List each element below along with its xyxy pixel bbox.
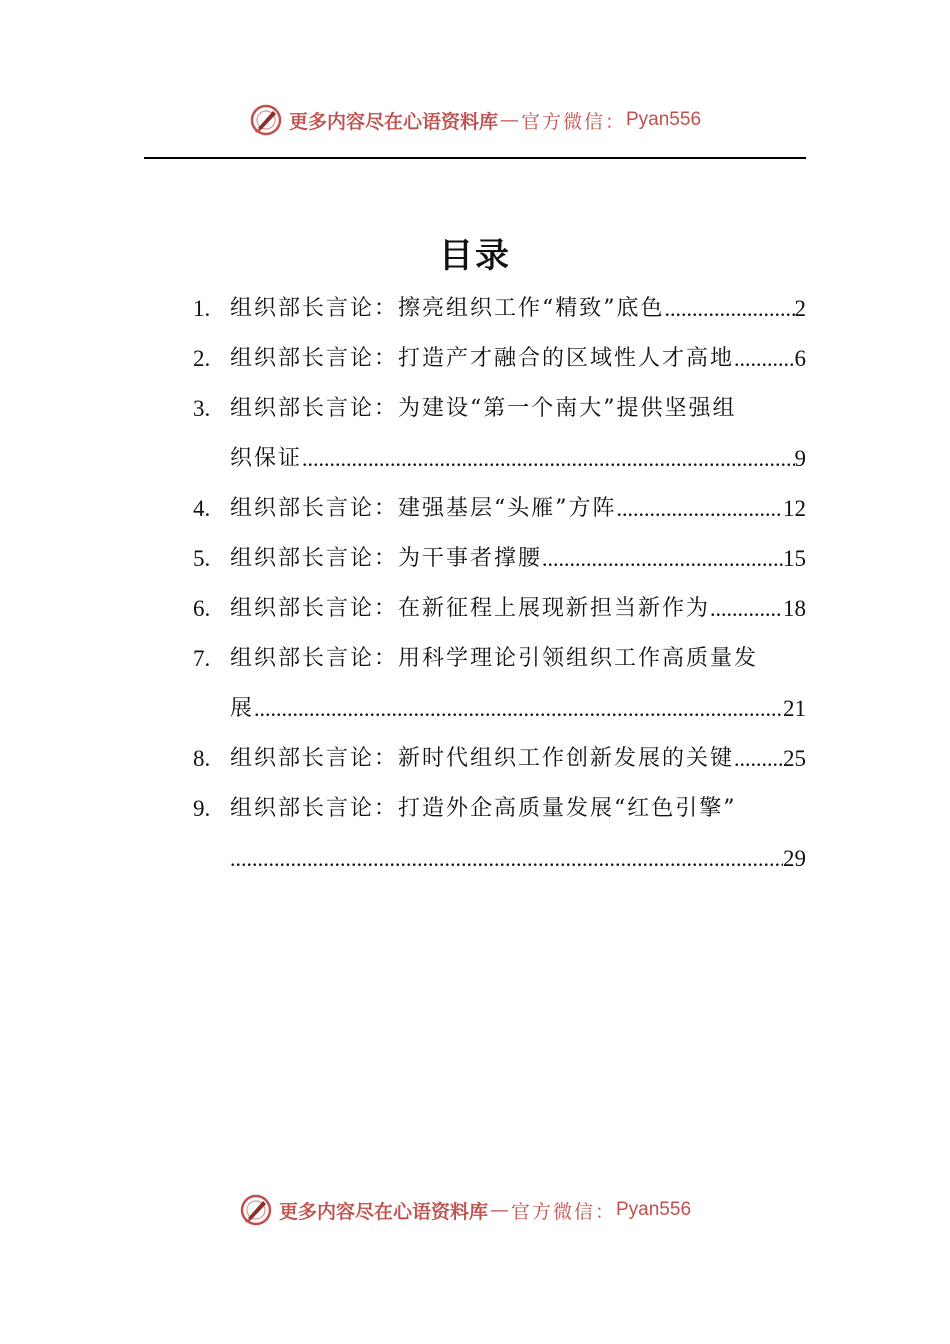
- toc-entry-1[interactable]: [193, 284, 806, 334]
- toc-leader-dots: [302, 434, 794, 484]
- header-rule: [144, 157, 806, 159]
- toc-entry-number: 7.: [193, 646, 211, 671]
- toc-entry-7[interactable]: [193, 634, 806, 684]
- toc-entry-3-continuation[interactable]: [193, 434, 806, 484]
- toc-entry-page: 12: [783, 496, 806, 521]
- toc-entry-4[interactable]: [193, 484, 806, 534]
- toc-leader-dots: [542, 534, 783, 584]
- toc-entry-text: 组织部长言论：在新征程上展现新担当新作为: [230, 596, 711, 621]
- toc-entry-9[interactable]: [193, 784, 806, 834]
- toc-entry-text: 组织部长言论：用科学理论引领组织工作高质量发: [230, 646, 759, 671]
- brand-handle-text: Pyan556: [626, 109, 702, 130]
- toc-leader-dots: [254, 684, 783, 734]
- toc-entry-page: 25: [783, 746, 806, 771]
- toc-entry-page: 2: [794, 296, 806, 321]
- brand-main-text: 更多内容尽在心语资料库: [278, 1200, 488, 1223]
- toc-leader-dots: [734, 734, 783, 784]
- toc-entry-number: 9.: [193, 796, 211, 821]
- toc-entry-page: 6: [794, 346, 806, 371]
- toc-entry-5[interactable]: [193, 534, 806, 584]
- brush-logo-icon: [239, 1193, 273, 1227]
- toc-entry-7-continuation[interactable]: [193, 684, 806, 734]
- page-title: 目录: [439, 236, 511, 276]
- toc-entry-text: 组织部长言论：新时代组织工作创新发展的关键: [230, 746, 735, 771]
- toc-leader-dots: [734, 334, 794, 384]
- toc-entry-text: 组织部长言论：打造产才融合的区域性人才高地: [230, 346, 735, 371]
- toc-entry-number: 1.: [193, 296, 211, 321]
- toc-entry-text: 组织部长言论：打造外企高质量发展“红色引擎”: [230, 796, 737, 821]
- toc-entry-page: 15: [783, 546, 806, 571]
- toc-entry-9-continuation[interactable]: [193, 834, 806, 884]
- toc-entry-page: 9: [794, 446, 806, 471]
- toc-leader-dots: [230, 834, 783, 884]
- toc-entry-number: 3.: [193, 396, 211, 421]
- toc-entry-number: 4.: [193, 496, 211, 521]
- toc-entry-text: 组织部长言论：建强基层“头雁”方阵: [230, 496, 617, 521]
- toc-entry-8[interactable]: [193, 734, 806, 784]
- toc-leader-dots: [710, 584, 783, 634]
- toc-entry-number: 5.: [193, 546, 211, 571]
- toc-entry-number: 6.: [193, 596, 211, 621]
- footer-watermark: [0, 1193, 940, 1227]
- table-of-contents: [193, 284, 806, 884]
- brand-channel-text: 官方微信：: [520, 110, 626, 133]
- header-watermark: [0, 103, 950, 137]
- brand-dash: —: [499, 109, 519, 131]
- toc-entry-number: 8.: [193, 746, 211, 771]
- toc-entry-text: 组织部长言论：为建设“第一个南大”提供坚强组: [230, 396, 737, 421]
- brand-channel-text: 官方微信：: [510, 1200, 616, 1223]
- brand-main-text: 更多内容尽在心语资料库: [288, 110, 498, 133]
- toc-entry-2[interactable]: [193, 334, 806, 384]
- toc-entry-page: 18: [783, 596, 806, 621]
- brush-logo-icon: [249, 103, 283, 137]
- toc-entry-text: 组织部长言论：为干事者撑腰: [230, 546, 543, 571]
- toc-entry-6[interactable]: [193, 584, 806, 634]
- toc-entry-3[interactable]: [193, 384, 806, 434]
- toc-leader-dots: [665, 284, 795, 334]
- toc-entry-page: 21: [783, 696, 806, 721]
- toc-entry-text-continuation: 展: [230, 696, 255, 721]
- toc-leader-dots: [617, 484, 784, 534]
- toc-entry-page: 29: [783, 846, 806, 871]
- toc-entry-text-continuation: 织保证: [230, 446, 303, 471]
- toc-entry-number: 2.: [193, 346, 211, 371]
- brand-handle-text: Pyan556: [616, 1199, 692, 1220]
- brand-dash: —: [489, 1199, 509, 1221]
- toc-entry-text: 组织部长言论：擦亮组织工作“精致”底色: [230, 296, 665, 321]
